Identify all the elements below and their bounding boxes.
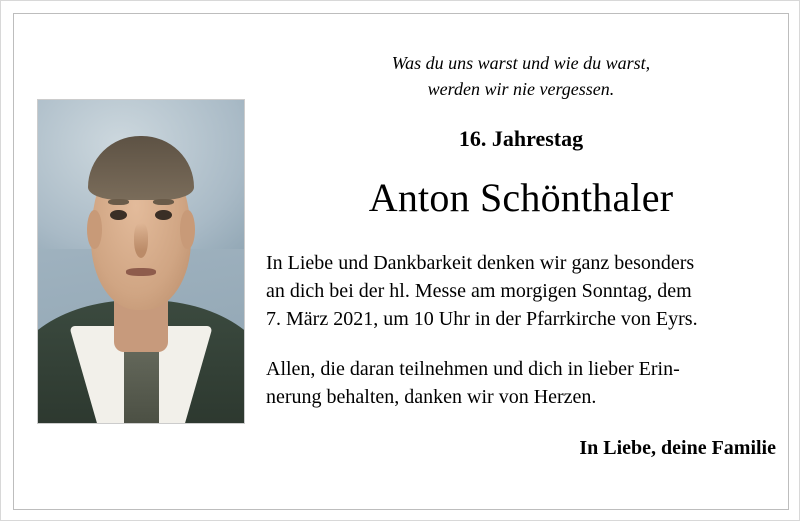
memorial-paragraph-1 bbox=[266, 249, 776, 333]
portrait-ear-right bbox=[180, 210, 194, 249]
portrait-mouth bbox=[126, 268, 157, 276]
portrait-brow-left bbox=[108, 199, 129, 205]
motto-line-2: werden wir nie vergessen. bbox=[427, 79, 615, 99]
paragraph-2-line-1: Allen, die daran teilnehmen und dich in lieber Erin- bbox=[266, 358, 680, 380]
portrait-brow-right bbox=[153, 199, 174, 205]
paragraph-1-line-3: 7. März 2021, um 10 Uhr in der Pfarrkirche von Eyrs. bbox=[266, 308, 698, 330]
deceased-name: Anton Schönthaler bbox=[368, 175, 674, 220]
paragraph-2-line-2: nerung behalten, danken wir von Herzen. bbox=[266, 386, 597, 408]
closing-signature: In Liebe, deine Familie bbox=[579, 437, 776, 459]
portrait-photo bbox=[37, 99, 245, 424]
notice-text-column bbox=[266, 50, 776, 460]
portrait-image bbox=[38, 100, 244, 423]
portrait-eye-left bbox=[110, 210, 126, 220]
motto-line-1: Was du uns warst und wie du warst, bbox=[391, 53, 651, 73]
portrait-eye-right bbox=[155, 210, 171, 220]
memorial-motto bbox=[266, 50, 776, 102]
memorial-paragraph-2 bbox=[266, 355, 776, 411]
paragraph-1-line-1: In Liebe und Dankbarkeit denken wir ganz besonders bbox=[266, 252, 695, 274]
anniversary-label: 16. Jahrestag bbox=[458, 126, 584, 151]
memorial-notice-card bbox=[13, 13, 789, 510]
paragraph-1-line-2: an dich bei der hl. Messe am morgigen Sonntag, dem bbox=[266, 280, 692, 302]
portrait-ear-left bbox=[87, 210, 101, 249]
